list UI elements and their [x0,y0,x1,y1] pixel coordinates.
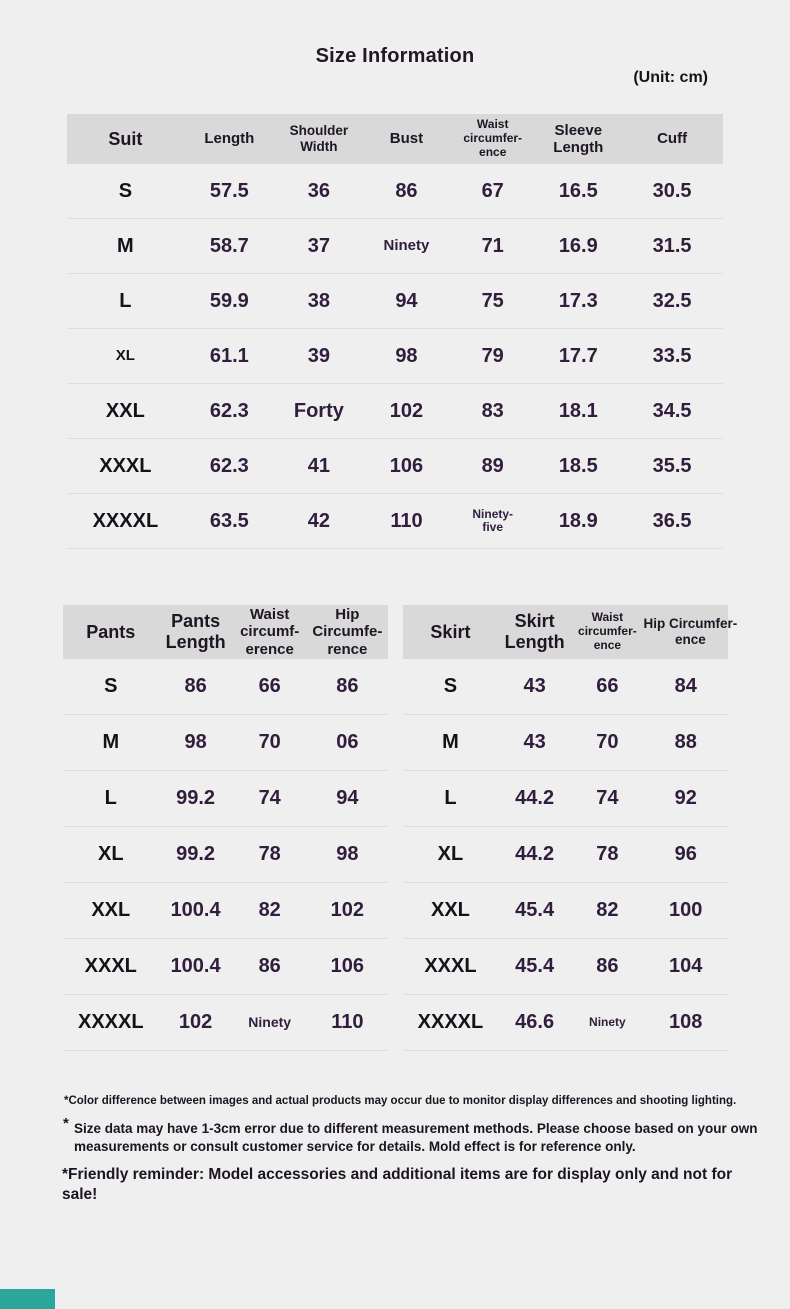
table-cell: 18.5 [558,454,598,477]
table-cell: Forty [293,399,344,422]
table-cell: 37 [307,234,330,257]
table-cell: 67 [481,179,504,202]
table-row [67,219,723,274]
table-cell: 17.7 [558,344,598,367]
row-label: XXXXL [77,1011,144,1033]
table-cell: 33.5 [652,344,692,367]
column-header: Shoulder Width [289,123,349,154]
row-label: S [443,675,458,697]
table-cell: 100.4 [170,899,221,921]
table-cell: 82 [596,899,619,921]
table-cell: 17.3 [558,289,598,312]
table-row [67,274,723,329]
table-row [67,329,723,384]
row-label: M [117,234,134,257]
table-cell: 63.5 [209,509,249,532]
table-cell: 31.5 [652,234,692,257]
table-cell: 102 [389,399,424,422]
table-cell: 44.2 [515,843,555,865]
table-cell: Ninety- five [472,506,514,534]
pants-size-table [63,605,388,1051]
table-row [403,995,728,1051]
table-cell: 78 [258,843,281,865]
table-cell: 42 [307,509,330,532]
table-cell: 66 [596,675,619,697]
table-header-row [67,114,723,164]
row-label: XXL [91,899,131,921]
row-label: L [104,787,117,809]
table-cell: 82 [258,899,281,921]
table-cell: 100 [669,899,703,921]
table-cell: 61.1 [209,344,249,367]
table-header-row [63,605,388,659]
table-cell: 110 [331,1011,364,1033]
table-cell: 70 [596,731,619,753]
table-cell: 98 [336,843,359,865]
table-cell: 58.7 [209,234,249,257]
table-row [63,995,388,1051]
table-cell: 110 [390,509,423,532]
note-size-error-text: Size data may have 1-3cm error due to different measurement methods. Please choose based on your own measurements or consult customer service for details. Mold effect is for reference only. [74,1121,758,1154]
column-header: Pants [86,621,136,642]
table-cell: 79 [481,344,504,367]
unit-label: (Unit: cm) [633,69,708,86]
table-cell: 74 [258,787,281,809]
column-header: Hip Circumfer- ence [643,616,738,647]
table-cell: 83 [481,399,504,422]
asterisk-superscript: * [63,1115,69,1132]
table-cell: 16.9 [558,234,598,257]
row-label: XXXXL [417,1011,484,1033]
table-cell: 78 [596,843,619,865]
column-header: Pants Length [165,611,226,652]
table-cell: 96 [674,843,697,865]
table-cell: 84 [674,675,697,697]
table-cell: 75 [481,289,504,312]
table-cell: 39 [307,344,330,367]
table-row [67,164,723,219]
column-header: Waist circumfer- ence [463,117,523,159]
column-header: Suit [108,128,143,149]
table-cell: 18.9 [558,509,598,532]
table-row [403,771,728,827]
table-cell: 06 [336,731,359,753]
row-label: XXL [105,399,145,422]
table-row [63,715,388,771]
table-cell: 34.5 [652,399,692,422]
row-label: L [119,289,132,312]
table-cell: 59.9 [209,289,249,312]
table-cell: 86 [258,955,281,977]
bottom-tables-section [63,605,738,1051]
table-cell: 30.5 [652,179,692,202]
table-cell: 71 [481,234,504,257]
table-row [403,715,728,771]
table-cell: 99.2 [176,787,216,809]
row-label: XXXXL [92,509,159,532]
table-row [403,827,728,883]
table-row [67,384,723,439]
table-cell: 108 [669,1011,703,1033]
row-label: L [444,787,457,809]
table-row [67,494,723,549]
table-cell: 86 [336,675,359,697]
table-cell: 89 [481,454,504,477]
column-header: Skirt [430,621,471,642]
table-cell: 35.5 [652,454,692,477]
table-row [67,439,723,494]
column-header: Sleeve Length [553,121,604,156]
table-cell: 98 [184,731,207,753]
row-label: M [102,731,120,753]
table-cell: 62.3 [209,399,249,422]
table-cell: 62.3 [209,454,249,477]
table-cell: 86 [395,179,418,202]
table-cell: 43 [523,731,546,753]
table-cell: 45.4 [515,899,555,921]
note-friendly-reminder: *Friendly reminder: Model accessories and additional items are for display only and not for sale! [62,1165,733,1203]
table-cell: 16.5 [558,179,598,202]
table-cell: 36.5 [652,509,692,532]
teal-corner-block [0,1289,55,1309]
row-label: S [118,179,133,202]
table-row [403,939,728,995]
column-header: Hip Circumfe- rence [312,606,383,658]
column-header: Length [204,130,255,148]
table-cell: 66 [258,675,281,697]
row-label: XXL [430,899,470,921]
table-cell: 88 [674,731,697,753]
column-header: Bust [389,130,424,148]
table-row [63,659,388,715]
table-cell: Ninety [383,237,430,255]
table-cell: 106 [389,454,424,477]
row-label: XXXL [424,955,477,977]
note-color-difference: *Color difference between images and actual products may occur due to monitor display differences and shooting lighting. [64,1095,737,1107]
table-cell: Ninety [589,1014,626,1029]
table-cell: 94 [395,289,418,312]
table-cell: 98 [395,344,418,367]
table-row [63,771,388,827]
table-header-row [403,605,738,659]
row-label: XXXL [84,955,137,977]
table-row [63,827,388,883]
table-cell: 102 [178,1011,213,1033]
column-header: Skirt Length [504,611,565,652]
table-cell: 102 [330,899,365,921]
table-cell: 44.2 [515,787,555,809]
table-cell: 46.6 [515,1011,555,1033]
table-row [63,883,388,939]
row-label: M [442,731,459,753]
table-cell: 43 [523,675,546,697]
skirt-size-table [403,605,738,1051]
row-label: XL [97,843,124,865]
page-title: Size Information [315,45,475,67]
row-label: XXXL [99,454,152,477]
table-cell: 99.2 [176,843,216,865]
row-label: XL [115,347,135,365]
table-cell: 104 [669,955,703,977]
table-cell: 86 [596,955,619,977]
row-label: XL [437,843,464,865]
table-cell: 38 [307,289,330,312]
note-size-error [63,1115,764,1156]
column-header: Waist circumfer- ence [578,610,637,652]
table-row [403,883,728,939]
table-cell: 74 [596,787,619,809]
table-cell: 45.4 [515,955,555,977]
table-cell: Ninety [248,1014,292,1031]
column-header: Waist circumf- erence [240,606,300,658]
table-cell: 92 [674,787,697,809]
table-cell: 86 [184,675,207,697]
table-cell: 57.5 [209,179,249,202]
table-cell: 106 [330,955,365,977]
suit-size-table [67,114,723,549]
table-cell: 70 [258,731,281,753]
table-cell: 36 [307,179,330,202]
table-row [403,659,728,715]
row-label: S [104,675,118,697]
table-cell: 100.4 [170,955,221,977]
table-cell: 41 [307,454,330,477]
table-cell: 32.5 [652,289,692,312]
table-cell: 94 [336,787,359,809]
column-header: Cuff [657,130,688,148]
table-row [63,939,388,995]
table-cell: 18.1 [558,399,598,422]
